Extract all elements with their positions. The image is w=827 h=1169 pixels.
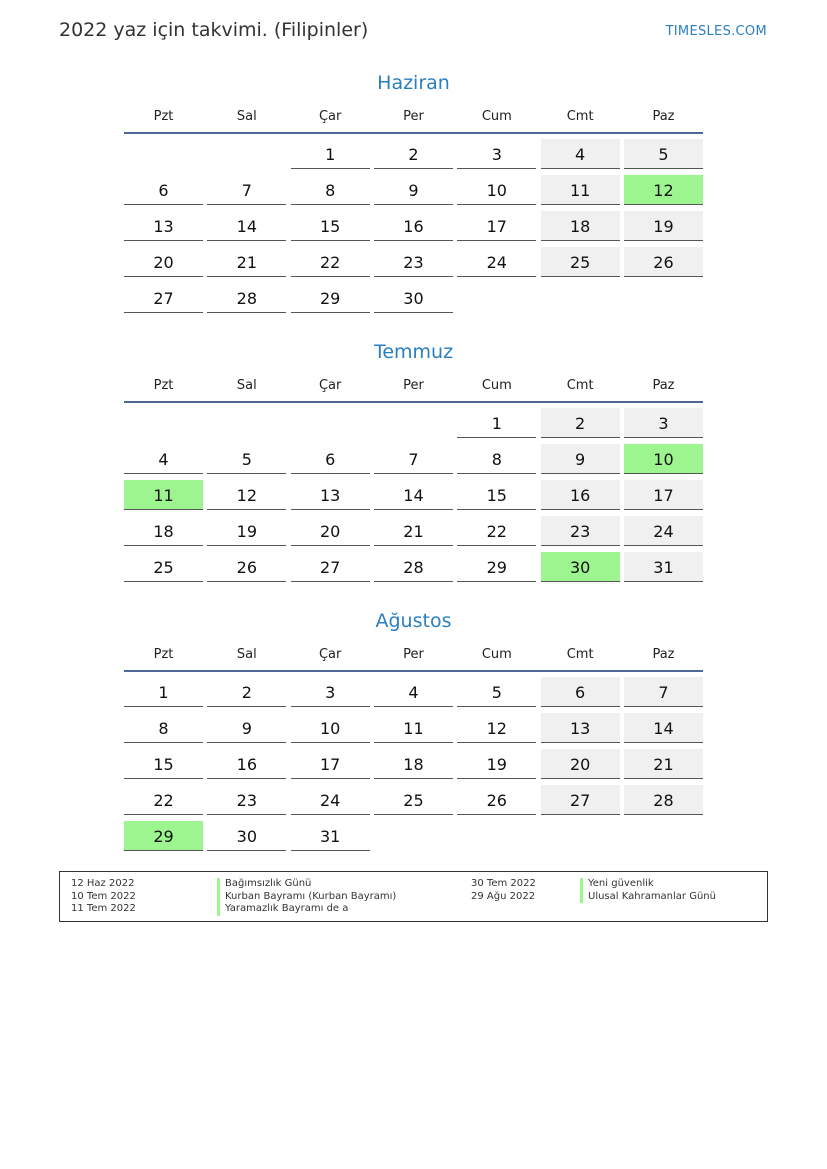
weekend-day-cell: 26: [624, 247, 703, 277]
day-cell: 4: [124, 444, 203, 474]
empty-day-cell: [541, 821, 620, 851]
weekday-header: [124, 110, 703, 132]
day-cell: 18: [374, 749, 453, 779]
holiday-day-cell: 30: [541, 552, 620, 582]
day-cell: 7: [207, 175, 286, 205]
weekend-day-cell: 18: [541, 211, 620, 241]
weekend-day-cell: 23: [541, 516, 620, 546]
day-cell: 15: [291, 211, 370, 241]
day-cell: 16: [207, 749, 286, 779]
holiday-legend: [59, 871, 768, 922]
day-cell: 26: [207, 552, 286, 582]
legend-holiday-name: Kurban Bayramı (Kurban Bayramı): [217, 891, 396, 904]
weekday-label: Pzt: [153, 109, 174, 124]
week-row: [124, 785, 703, 821]
day-cell: 22: [291, 247, 370, 277]
month-calendar: [124, 339, 703, 588]
brand-link[interactable]: TIMESLES.COM: [665, 24, 767, 39]
header-divider: [124, 132, 703, 134]
day-cell: 11: [374, 713, 453, 743]
day-cell: 27: [291, 552, 370, 582]
weekend-day-cell: 9: [541, 444, 620, 474]
legend-holiday-name: Yeni güvenlik: [580, 878, 716, 891]
weekday-label: Cmt: [566, 647, 594, 662]
day-cell: 14: [207, 211, 286, 241]
empty-day-cell: [291, 408, 370, 438]
day-cell: 2: [374, 139, 453, 169]
empty-day-cell: [541, 283, 620, 313]
weekend-day-cell: 14: [624, 713, 703, 743]
weekday-label: Paz: [652, 647, 675, 662]
weekend-day-cell: 11: [541, 175, 620, 205]
day-cell: 24: [291, 785, 370, 815]
day-cell: 8: [291, 175, 370, 205]
day-cell: 20: [291, 516, 370, 546]
week-row: [124, 821, 703, 857]
weekday-label: Cum: [481, 378, 512, 393]
weekend-day-cell: 2: [541, 408, 620, 438]
week-row: [124, 283, 703, 319]
page-title: 2022 yaz için takvimi. (Filipinler): [59, 19, 369, 41]
day-cell: 31: [291, 821, 370, 851]
day-cell: 4: [374, 677, 453, 707]
day-cell: 7: [374, 444, 453, 474]
day-cell: 17: [291, 749, 370, 779]
weekday-label: Pzt: [153, 647, 174, 662]
weekend-day-cell: 16: [541, 480, 620, 510]
weekend-day-cell: 31: [624, 552, 703, 582]
weekend-day-cell: 5: [624, 139, 703, 169]
weekday-label: Paz: [652, 109, 675, 124]
weekday-label: Pzt: [153, 378, 174, 393]
day-cell: 25: [124, 552, 203, 582]
day-cell: 28: [374, 552, 453, 582]
legend-holiday-name: Yaramazlık Bayramı de a: [217, 903, 396, 916]
day-grid: [124, 677, 703, 857]
weekday-header: [124, 648, 703, 670]
legend-holiday-name: Bağımsızlık Günü: [217, 878, 396, 891]
weekend-day-cell: 17: [624, 480, 703, 510]
week-row: [124, 444, 703, 480]
legend-date: 10 Tem 2022: [71, 890, 136, 902]
weekend-day-cell: 13: [541, 713, 620, 743]
header-divider: [124, 670, 703, 672]
day-cell: 23: [207, 785, 286, 815]
weekend-day-cell: 21: [624, 749, 703, 779]
weekday-label: Per: [403, 109, 424, 124]
weekend-day-cell: 19: [624, 211, 703, 241]
holiday-day-cell: 11: [124, 480, 203, 510]
legend-date: 11 Tem 2022: [71, 903, 136, 914]
legend-right-names: [580, 878, 716, 903]
day-cell: 8: [124, 713, 203, 743]
empty-day-cell: [374, 821, 453, 851]
month-name: Haziran: [377, 72, 450, 94]
day-cell: 2: [207, 677, 286, 707]
holiday-day-cell: 12: [624, 175, 703, 205]
day-cell: 29: [291, 283, 370, 313]
day-cell: 15: [124, 749, 203, 779]
empty-day-cell: [374, 408, 453, 438]
day-cell: 21: [207, 247, 286, 277]
weekday-label: Sal: [236, 647, 257, 662]
day-cell: 22: [457, 516, 536, 546]
weekday-label: Çar: [318, 647, 342, 662]
day-cell: 30: [207, 821, 286, 851]
weekday-header: [124, 379, 703, 401]
weekday-label: Çar: [318, 378, 342, 393]
week-row: [124, 247, 703, 283]
day-cell: 21: [374, 516, 453, 546]
day-cell: 12: [457, 713, 536, 743]
weekend-day-cell: 3: [624, 408, 703, 438]
day-cell: 17: [457, 211, 536, 241]
day-cell: 29: [457, 552, 536, 582]
legend-date: 30 Tem 2022: [471, 878, 536, 889]
month-name: Ağustos: [375, 610, 452, 632]
day-cell: 12: [207, 480, 286, 510]
day-cell: 13: [124, 211, 203, 241]
empty-day-cell: [457, 821, 536, 851]
day-cell: 14: [374, 480, 453, 510]
week-row: [124, 713, 703, 749]
week-row: [124, 677, 703, 713]
day-cell: 20: [124, 247, 203, 277]
day-cell: 10: [457, 175, 536, 205]
day-cell: 5: [207, 444, 286, 474]
day-cell: 9: [207, 713, 286, 743]
day-cell: 6: [291, 444, 370, 474]
weekday-label: Çar: [318, 109, 342, 124]
header-divider: [124, 401, 703, 403]
empty-day-cell: [207, 408, 286, 438]
legend-holiday-name: Ulusal Kahramanlar Günü: [580, 891, 716, 904]
day-cell: 15: [457, 480, 536, 510]
day-cell: 25: [374, 785, 453, 815]
weekday-label: Sal: [236, 378, 257, 393]
weekday-label: Per: [403, 378, 424, 393]
day-cell: 22: [124, 785, 203, 815]
day-cell: 19: [457, 749, 536, 779]
holiday-day-cell: 29: [124, 821, 203, 851]
legend-left-names: [217, 878, 396, 916]
month-calendar: [124, 70, 703, 319]
empty-day-cell: [624, 821, 703, 851]
day-cell: 24: [457, 247, 536, 277]
empty-day-cell: [207, 139, 286, 169]
empty-day-cell: [457, 283, 536, 313]
empty-day-cell: [124, 139, 203, 169]
weekend-day-cell: 20: [541, 749, 620, 779]
legend-left-dates: [71, 878, 136, 916]
day-grid: [124, 408, 703, 588]
weekday-label: Per: [403, 647, 424, 662]
day-cell: 1: [291, 139, 370, 169]
day-cell: 5: [457, 677, 536, 707]
week-row: [124, 552, 703, 588]
day-cell: 1: [124, 677, 203, 707]
week-row: [124, 516, 703, 552]
day-cell: 28: [207, 283, 286, 313]
weekday-label: Sal: [236, 109, 257, 124]
week-row: [124, 175, 703, 211]
empty-day-cell: [124, 408, 203, 438]
weekend-day-cell: 4: [541, 139, 620, 169]
weekday-label: Cum: [481, 109, 512, 124]
weekend-day-cell: 6: [541, 677, 620, 707]
day-cell: 6: [124, 175, 203, 205]
day-cell: 1: [457, 408, 536, 438]
legend-right-dates: [471, 878, 536, 903]
day-cell: 10: [291, 713, 370, 743]
day-cell: 13: [291, 480, 370, 510]
empty-day-cell: [624, 283, 703, 313]
day-cell: 30: [374, 283, 453, 313]
day-cell: 9: [374, 175, 453, 205]
weekend-day-cell: 25: [541, 247, 620, 277]
day-cell: 3: [291, 677, 370, 707]
day-cell: 23: [374, 247, 453, 277]
week-row: [124, 139, 703, 175]
month-calendar: [124, 608, 703, 857]
weekday-label: Cmt: [566, 109, 594, 124]
day-grid: [124, 139, 703, 319]
weekday-label: Cmt: [566, 378, 594, 393]
weekday-label: Paz: [652, 378, 675, 393]
month-name: Temmuz: [373, 341, 454, 363]
day-cell: 19: [207, 516, 286, 546]
week-row: [124, 480, 703, 516]
weekday-label: Cum: [481, 647, 512, 662]
legend-date: 29 Ağu 2022: [471, 890, 536, 902]
day-cell: 8: [457, 444, 536, 474]
week-row: [124, 408, 703, 444]
weekend-day-cell: 7: [624, 677, 703, 707]
day-cell: 18: [124, 516, 203, 546]
day-cell: 3: [457, 139, 536, 169]
weekend-day-cell: 28: [624, 785, 703, 815]
week-row: [124, 749, 703, 785]
weekend-day-cell: 27: [541, 785, 620, 815]
legend-date: 12 Haz 2022: [71, 878, 135, 889]
day-cell: 16: [374, 211, 453, 241]
day-cell: 27: [124, 283, 203, 313]
day-cell: 26: [457, 785, 536, 815]
weekend-day-cell: 24: [624, 516, 703, 546]
week-row: [124, 211, 703, 247]
holiday-day-cell: 10: [624, 444, 703, 474]
